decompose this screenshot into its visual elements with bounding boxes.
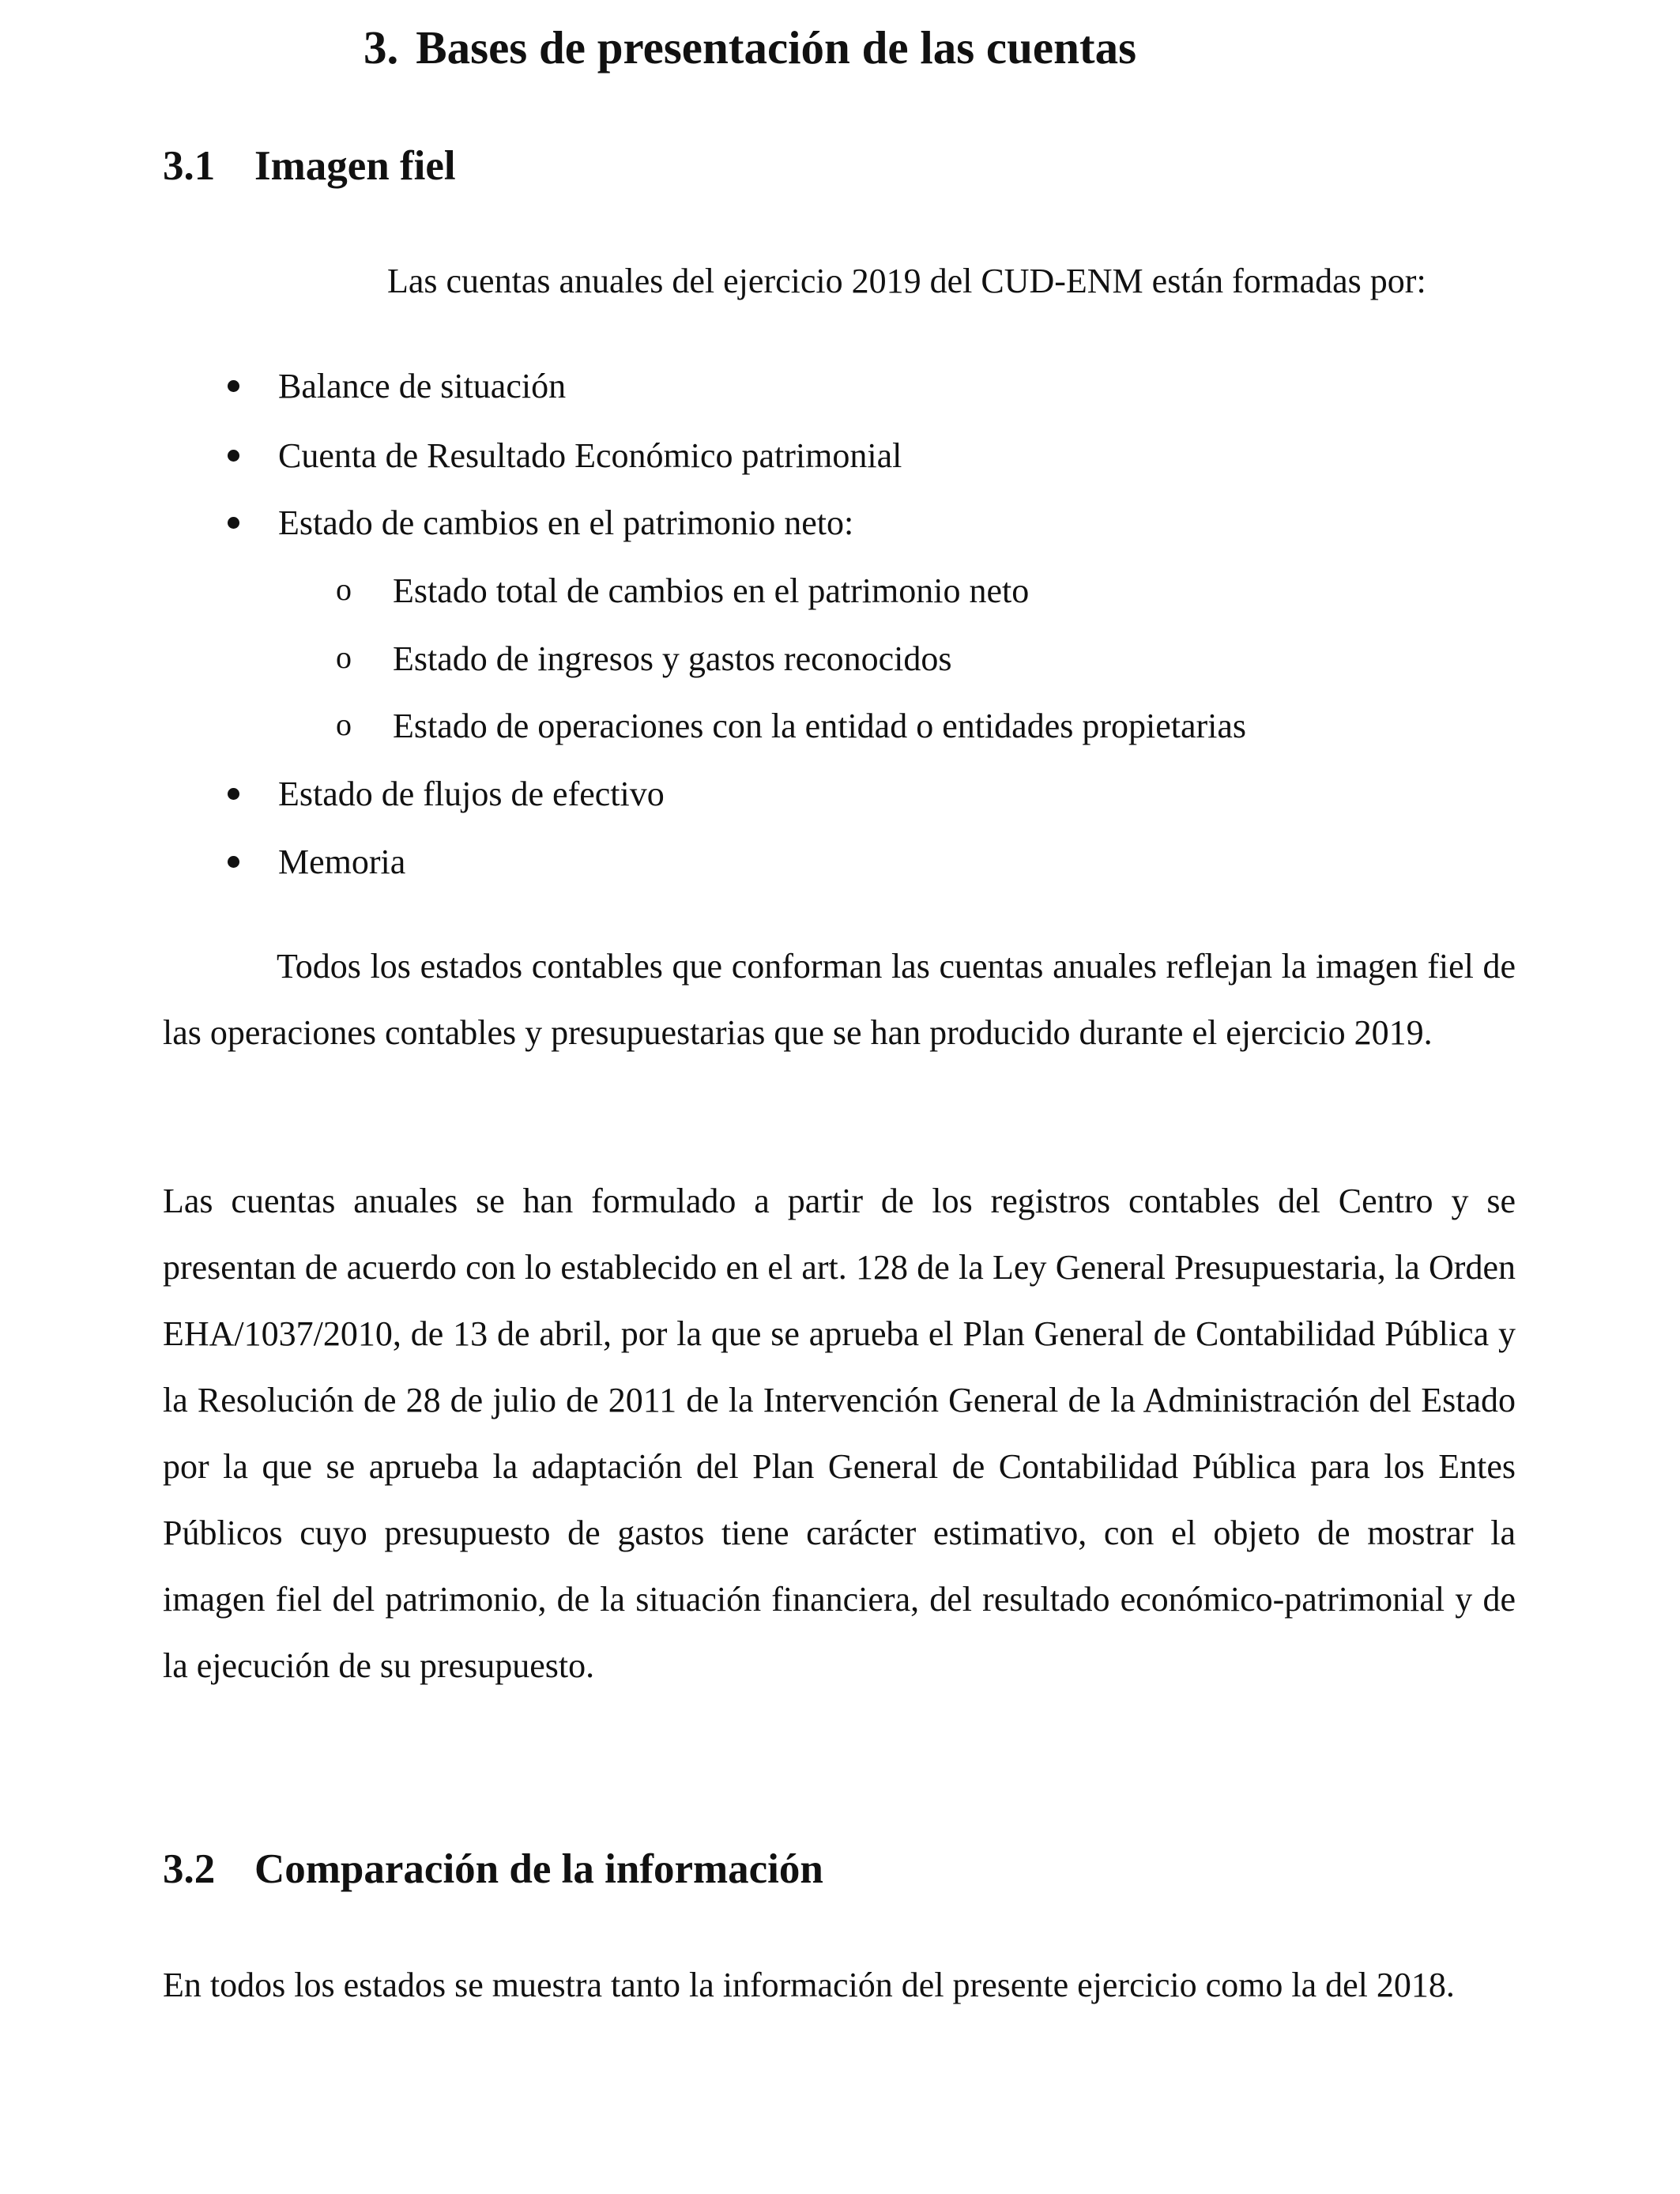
- list-item-label: Estado de flujos de efectivo: [278, 775, 665, 813]
- bullet-icon: [228, 517, 239, 529]
- sub-list-item-label: Estado total de cambios en el patrimonio neto: [393, 571, 1030, 610]
- section-heading: [363, 21, 1136, 75]
- list-item: [278, 436, 902, 475]
- section-title: Bases de presentación de las cuentas: [416, 21, 1137, 74]
- circle-bullet-icon: o: [336, 707, 352, 742]
- sub-list-item: [336, 707, 1247, 745]
- list-item-label: Cuenta de Resultado Económico patrimonial: [278, 436, 902, 475]
- bullet-icon: [228, 450, 239, 462]
- sub-list-item-label: Estado de ingresos y gastos reconocidos: [393, 639, 952, 678]
- subsection-title: Imagen fiel: [254, 143, 456, 189]
- circle-bullet-icon: o: [336, 639, 352, 675]
- subsection-heading-comparacion: [163, 1845, 823, 1893]
- list-item: [278, 369, 566, 404]
- bullet-icon: [228, 380, 239, 392]
- list-item: [278, 503, 854, 542]
- list-item-label: Memoria: [278, 843, 406, 881]
- list-item: [278, 845, 405, 880]
- bullet-icon: [228, 856, 239, 868]
- subsection-number: 3.1: [163, 143, 216, 189]
- sub-list-item-label: Estado de operaciones con la entidad o entidades propietarias: [393, 707, 1247, 745]
- paragraph-imagen-fiel: Todos los estados contables que conforman las cuentas anuales reflejan la imagen fiel de las operaciones contables y presupuestarias que se han producido durante el ejercicio 2019.: [163, 947, 1516, 1052]
- list-item-label: Estado de cambios en el patrimonio neto:: [278, 503, 854, 542]
- sub-list-item: [336, 639, 952, 678]
- circle-bullet-icon: o: [336, 571, 352, 607]
- list-item-label: Balance de situación: [278, 367, 567, 405]
- section-number: 3.: [363, 21, 399, 74]
- paragraph-formulacion: Las cuentas anuales se han formulado a partir de los registros contables del Centro y se presentan de acuerdo con lo establecido en el art. 128 de la Ley General Presupuestaria, la Orden EHA/1037/2010, de 13 de abril, por la que se aprueba el Plan General de Contabilidad Pública y la Resolución de 28 de julio de 2011 de la Intervención General de la Administración del Estado por la que se aprueba la adaptación del Plan General de Contabilidad Pública para los Entes Públicos cuyo presupuesto de gastos tiene carácter estimativo, con el objeto de mostrar la imagen fiel del patrimonio, de la situación financiera, del resultado económico-patrimonial y de la ejecución de su presupuesto.: [163, 1182, 1516, 1685]
- list-item: [278, 777, 665, 812]
- sub-list-item: [336, 571, 1030, 610]
- paragraph-comparacion: En todos los estados se muestra tanto la información del presente ejercicio como la del 2018.: [163, 1966, 1455, 2004]
- subsection-title: Comparación de la información: [254, 1846, 823, 1892]
- intro-line: Las cuentas anuales del ejercicio 2019 del CUD-ENM están formadas por:: [387, 262, 1426, 300]
- subsection-heading-imagen-fiel: [163, 142, 456, 190]
- bullet-icon: [228, 788, 239, 800]
- subsection-number: 3.2: [163, 1846, 216, 1892]
